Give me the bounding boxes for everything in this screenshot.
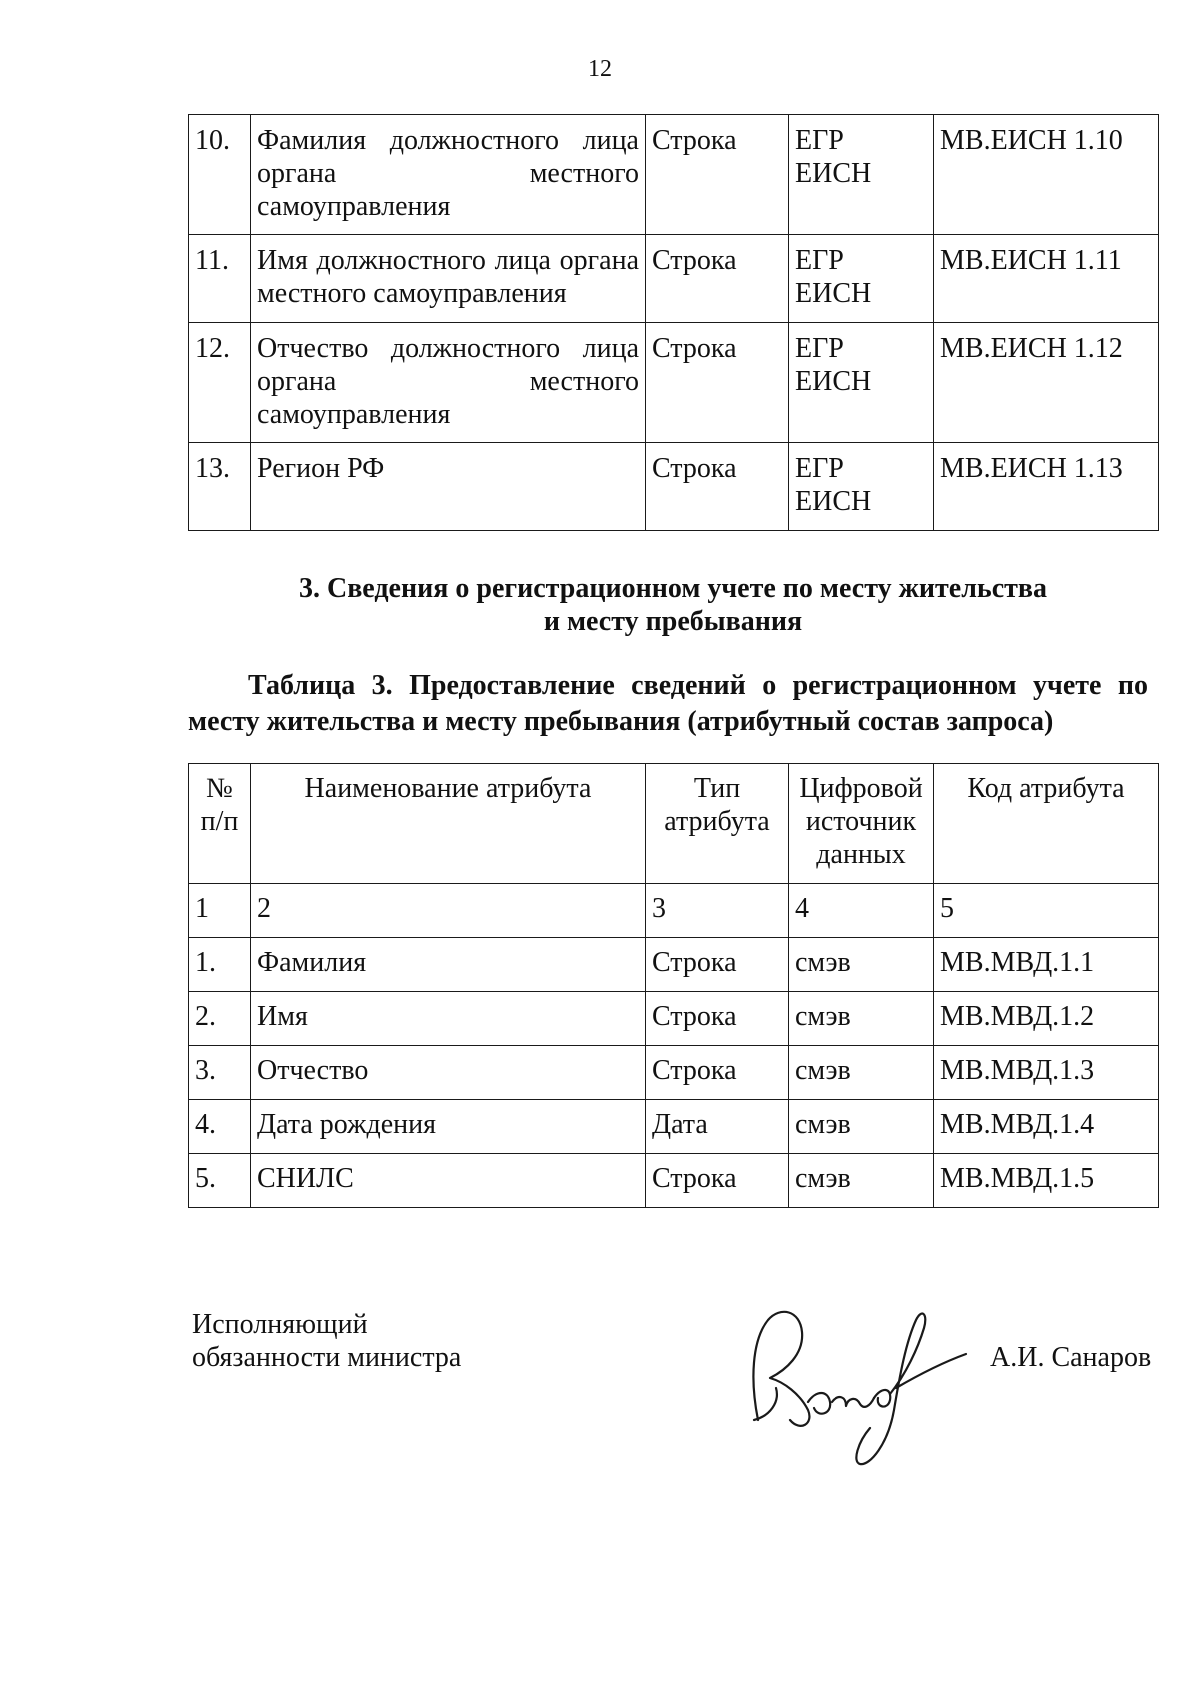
column-number: 1 <box>189 884 251 938</box>
attribute-type: Дата <box>646 1100 789 1154</box>
table-header-row <box>189 764 1159 884</box>
data-source: ЕГР ЕИСН <box>789 443 934 531</box>
attributes-table-continued <box>188 114 1159 531</box>
attribute-name: Отчество <box>251 1046 646 1100</box>
column-number: 4 <box>789 884 934 938</box>
attribute-type: Строка <box>646 115 789 235</box>
attribute-code: МВ.МВД.1.5 <box>934 1154 1159 1208</box>
column-number-row <box>189 884 1159 938</box>
data-source: ЕГР ЕИСН <box>789 235 934 323</box>
attribute-code: МВ.ЕИСН 1.10 <box>934 115 1159 235</box>
attribute-code: МВ.ЕИСН 1.13 <box>934 443 1159 531</box>
row-number: 2. <box>189 992 251 1046</box>
data-source: смэв <box>789 992 934 1046</box>
attribute-type: Строка <box>646 938 789 992</box>
table-row <box>189 1046 1159 1100</box>
attribute-type: Строка <box>646 992 789 1046</box>
attribute-type: Строка <box>646 1154 789 1208</box>
attribute-name: Дата рождения <box>251 1100 646 1154</box>
table-caption: Таблица 3. Предоставление сведений о регистрационном учете по месту жительства и месту пребывания (атрибутный состав запроса) <box>188 670 1148 737</box>
attribute-code: МВ.МВД.1.4 <box>934 1100 1159 1154</box>
header-number: № п/п <box>189 764 251 884</box>
table-row <box>189 1100 1159 1154</box>
attribute-name: Фамилия <box>251 938 646 992</box>
table-row <box>189 992 1159 1046</box>
attribute-name: Регион РФ <box>251 443 646 531</box>
attribute-name: Отчество должностного лица органа местного самоуправления <box>251 323 646 443</box>
attribute-code: МВ.МВД.1.2 <box>934 992 1159 1046</box>
signer-title-line: обязанности министра <box>192 1342 462 1373</box>
page-number: 12 <box>588 56 612 82</box>
section-heading-line: и месту пребывания <box>543 606 803 637</box>
attribute-name: Имя должностного лица органа местного самоуправления <box>251 235 646 323</box>
data-source: смэв <box>789 938 934 992</box>
attribute-type: Строка <box>646 323 789 443</box>
column-number: 3 <box>646 884 789 938</box>
table-row <box>189 938 1159 992</box>
row-number: 3. <box>189 1046 251 1100</box>
signer-title <box>192 1308 461 1374</box>
header-attribute-type: Тип атрибута <box>646 764 789 884</box>
header-attribute-name: Наименование атрибута <box>251 764 646 884</box>
column-number: 5 <box>934 884 1159 938</box>
section-heading <box>188 572 1158 638</box>
attribute-type: Строка <box>646 1046 789 1100</box>
data-source: смэв <box>789 1046 934 1100</box>
row-number: 5. <box>189 1154 251 1208</box>
attribute-name: Фамилия должностного лица органа местного самоуправления <box>251 115 646 235</box>
row-number: 4. <box>189 1100 251 1154</box>
table-3 <box>188 763 1159 1208</box>
row-number: 11. <box>189 235 251 323</box>
attribute-type: Строка <box>646 235 789 323</box>
attribute-name: Имя <box>251 992 646 1046</box>
data-source: смэв <box>789 1154 934 1208</box>
signer-title-line: Исполняющий <box>192 1309 368 1340</box>
header-attribute-code: Код атрибута <box>934 764 1159 884</box>
attribute-type: Строка <box>646 443 789 531</box>
row-number: 13. <box>189 443 251 531</box>
table-row <box>189 1154 1159 1208</box>
data-source: ЕГР ЕИСН <box>789 115 934 235</box>
signer-name: А.И. Санаров <box>990 1342 1152 1373</box>
section-heading-line: 3. Сведения о регистрационном учете по месту жительства <box>298 573 1048 604</box>
attribute-code: МВ.МВД.1.3 <box>934 1046 1159 1100</box>
attribute-code: МВ.ЕИСН 1.12 <box>934 323 1159 443</box>
table-row <box>189 235 1159 323</box>
data-source: ЕГР ЕИСН <box>789 323 934 443</box>
table-row <box>189 115 1159 235</box>
column-number: 2 <box>251 884 646 938</box>
header-data-source: Цифровой источник данных <box>789 764 934 884</box>
table-row <box>189 443 1159 531</box>
table-row <box>189 323 1159 443</box>
row-number: 1. <box>189 938 251 992</box>
attribute-code: МВ.МВД.1.1 <box>934 938 1159 992</box>
attribute-name: СНИЛС <box>251 1154 646 1208</box>
row-number: 12. <box>189 323 251 443</box>
row-number: 10. <box>189 115 251 235</box>
handwritten-signature <box>720 1270 990 1470</box>
attribute-code: МВ.ЕИСН 1.11 <box>934 235 1159 323</box>
data-source: смэв <box>789 1100 934 1154</box>
